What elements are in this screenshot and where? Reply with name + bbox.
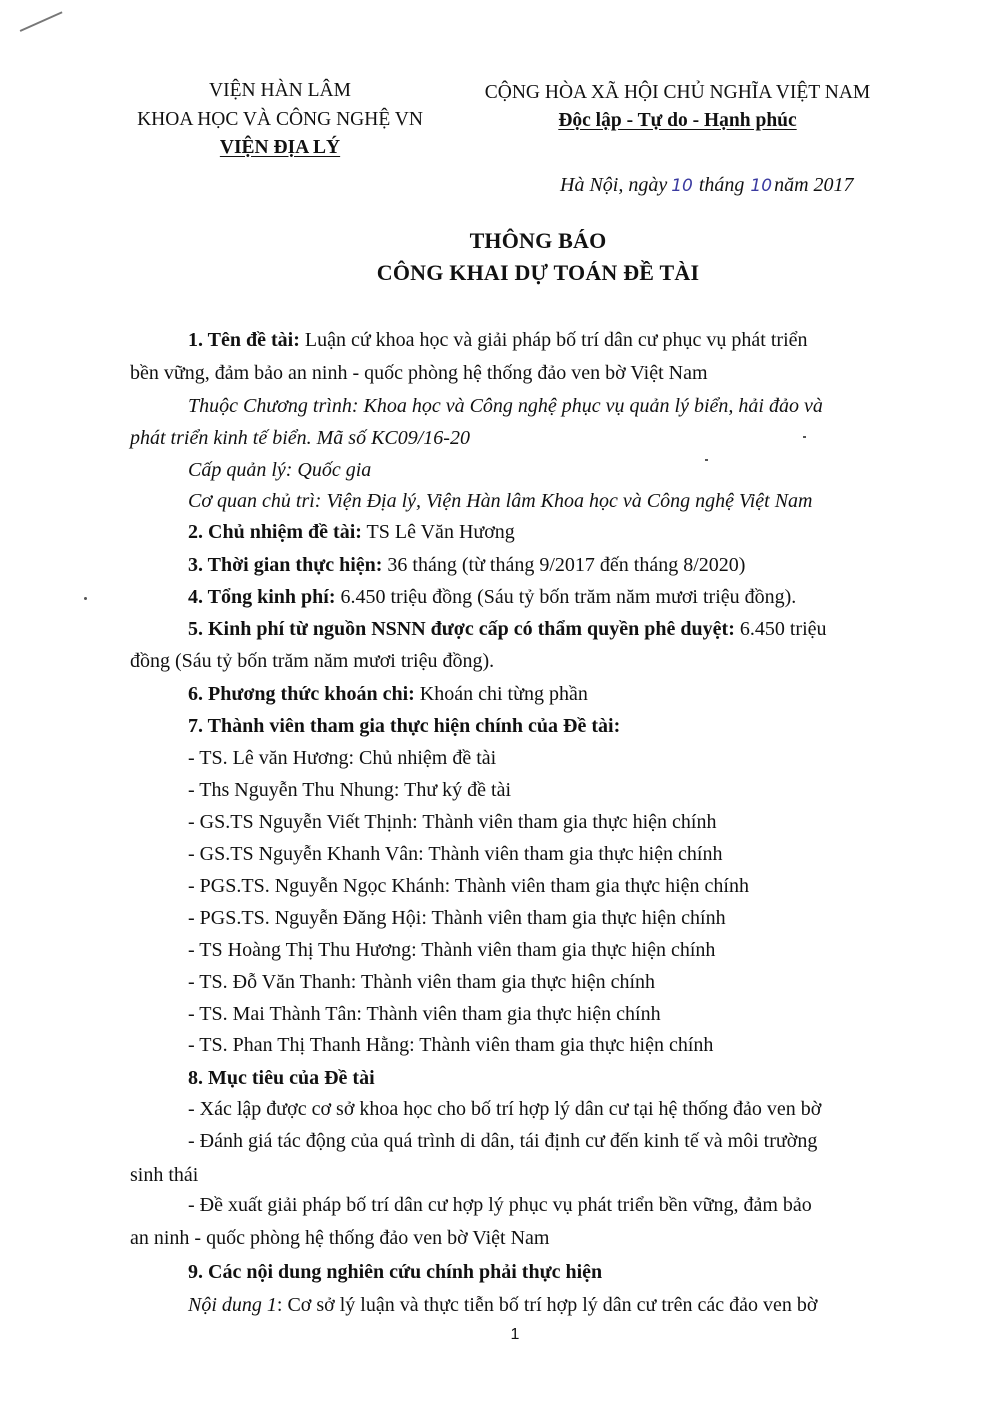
member-item: - PGS.TS. Nguyễn Ngọc Khánh: Thành viên tham gia thực hiện chính: [188, 875, 749, 897]
section-8-heading: 8. Mục tiêu của Đề tài: [188, 1067, 375, 1089]
member-item: - TS. Mai Thành Tân: Thành viên tham gia thực hiện chính: [188, 1003, 661, 1025]
org-name: [120, 137, 440, 159]
scan-mark: [20, 11, 63, 31]
section-1-line1: [188, 328, 808, 352]
section-1-text: Luận cứ khoa học và giải pháp bố trí dân cư phục vụ phát triển: [299, 329, 808, 351]
member-item: - PGS.TS. Nguyễn Đăng Hội: Thành viên tham gia thực hiện chính: [188, 907, 726, 929]
host-agency: Cơ quan chủ trì: Viện Địa lý, Viện Hàn lâm Khoa học và Công nghệ Việt Nam: [188, 490, 813, 512]
doc-subtitle: CÔNG KHAI DỰ TOÁN ĐỀ TÀI: [376, 260, 700, 285]
date-day: 10: [671, 176, 693, 196]
content-1-text: : Cơ sở lý luận và thực tiễn bố trí hợp lý dân cư trên các đảo ven bờ: [276, 1294, 818, 1316]
goal-item-continued: an ninh - quốc phòng hệ thống đảo ven bờ Việt Nam: [130, 1227, 550, 1249]
goal-item: - Đánh giá tác động của quá trình di dân, tái định cư đến kinh tế và môi trường: [188, 1130, 818, 1152]
section-5-line2: đồng (Sáu tỷ bốn trăm năm mươi triệu đồng).: [130, 650, 495, 672]
management-level: Cấp quản lý: Quốc gia: [188, 459, 372, 481]
goal-item: - Xác lập được cơ sở khoa học cho bố trí hợp lý dân cư tại hệ thống đảo ven bờ: [188, 1098, 822, 1120]
section-6: [188, 682, 588, 706]
date-year: năm 2017: [774, 174, 854, 196]
member-item: - TS Hoàng Thị Thu Hương: Thành viên tham gia thực hiện chính: [188, 939, 716, 961]
section-5-line1: [188, 617, 827, 641]
goal-item: - Đề xuất giải pháp bố trí dân cư hợp lý phục vụ phát triển bền vững, đảm bảo: [188, 1194, 812, 1216]
scan-dot: [84, 597, 87, 600]
section-2: [188, 520, 515, 544]
section-3-text: 36 tháng (từ tháng 9/2017 đến tháng 8/2020): [382, 554, 746, 576]
section-3: [188, 553, 745, 577]
national-title: CỘNG HÒA XÃ HỘI CHỦ NGHĨA VIỆT NAM: [484, 82, 871, 103]
section-4-label: 4. Tổng kinh phí:: [188, 586, 336, 608]
date-month-label: tháng: [698, 174, 745, 196]
section-7-heading: 7. Thành viên tham gia thực hiện chính của Đề tài:: [188, 715, 621, 737]
date-month: 10: [750, 176, 773, 196]
member-item: - TS. Lê văn Hương: Chủ nhiệm đề tài: [188, 747, 497, 769]
section-4: [188, 585, 796, 609]
goal-item-continued: sinh thái: [130, 1164, 199, 1186]
content-1-label: Nội dung 1: [188, 1294, 277, 1316]
section-6-text: Khoán chi từng phần: [414, 683, 588, 705]
section-3-label: 3. Thời gian thực hiện:: [188, 554, 383, 576]
member-item: - GS.TS Nguyễn Khanh Vân: Thành viên tham gia thực hiện chính: [188, 843, 723, 865]
section-5-label: 5. Kinh phí từ nguồn NSNN được cấp có thẩm quyền phê duyệt:: [188, 618, 735, 640]
section-1-line2: bền vững, đảm bảo an ninh - quốc phòng hệ thống đảo ven bờ Việt Nam: [130, 362, 708, 384]
member-item: - TS. Phan Thị Thanh Hằng: Thành viên tham gia thực hiện chính: [188, 1034, 714, 1056]
date-prefix: Hà Nội, ngày: [560, 174, 668, 196]
org-parent-line2: KHOA HỌC VÀ CÔNG NGHỆ VN: [137, 109, 423, 130]
section-2-text: TS Lê Văn Hương: [361, 521, 515, 543]
program-line1: Thuộc Chương trình: Khoa học và Công nghệ phục vụ quản lý biển, hải đảo và: [188, 395, 823, 417]
section-1-label: 1. Tên đề tài:: [188, 329, 300, 351]
page-number: 1: [510, 1326, 520, 1343]
program-line2: phát triển kinh tế biển. Mã số KC09/16-20: [130, 427, 470, 449]
date-line: [560, 174, 854, 197]
member-item: - Ths Nguyễn Thu Nhung: Thư ký đề tài: [188, 779, 512, 801]
section-9-heading: 9. Các nội dung nghiên cứu chính phải thực hiện: [188, 1261, 603, 1283]
org-name-text: VIỆN ĐỊA LÝ: [219, 137, 341, 158]
scan-dot: [705, 459, 708, 461]
member-item: - TS. Đỗ Văn Thanh: Thành viên tham gia thực hiện chính: [188, 971, 656, 993]
org-parent-line1: VIỆN HÀN LÂM: [209, 80, 351, 101]
member-item: - GS.TS Nguyễn Viết Thịnh: Thành viên tham gia thực hiện chính: [188, 811, 717, 833]
doc-title: THÔNG BÁO: [469, 228, 607, 253]
section-2-label: 2. Chủ nhiệm đề tài:: [188, 521, 362, 543]
content-1: [188, 1293, 817, 1317]
section-4-text: 6.450 triệu đồng (Sáu tỷ bốn trăm năm mươi triệu đồng).: [335, 586, 797, 608]
national-motto: [450, 110, 905, 132]
scan-dot: [803, 436, 806, 438]
section-5-text: 6.450 triệu: [734, 618, 827, 640]
national-motto-text: Độc lập - Tự do - Hạnh phúc: [558, 110, 797, 131]
section-6-label: 6. Phương thức khoán chi:: [188, 683, 415, 705]
